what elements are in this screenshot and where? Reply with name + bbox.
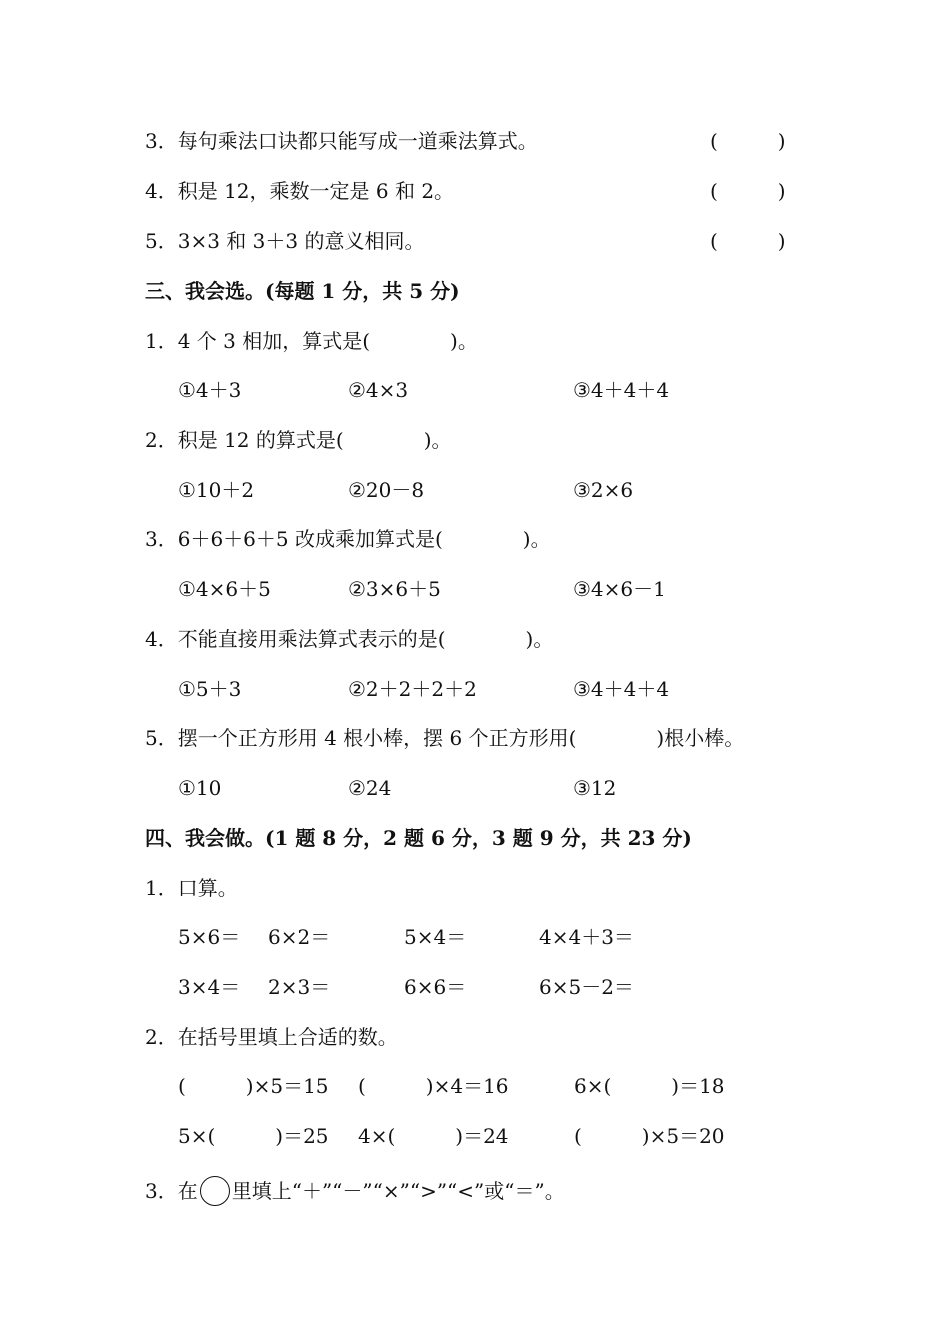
judge-item-5: 5．3×3 和 3＋3 的意义相同。 — [145, 229, 425, 253]
choice-option-4b[interactable]: ②2＋2＋2＋2 — [348, 677, 477, 701]
oral-calc-item[interactable]: 2×3＝ — [268, 975, 331, 999]
choice-option-5b[interactable]: ②24 — [348, 776, 392, 800]
choice-option-4c[interactable]: ③4＋4＋4 — [573, 677, 670, 701]
oral-calc-item[interactable]: 3×4＝ — [178, 975, 241, 999]
fill-blank-item[interactable]: 4×( )＝24 — [358, 1124, 509, 1148]
judge-answer-paren-4[interactable]: ( ) — [710, 179, 786, 203]
oral-calc-title: 1．口算。 — [145, 876, 238, 900]
choice-question-4: 4．不能直接用乘法算式表示的是( )。 — [145, 627, 554, 651]
oral-calc-item[interactable]: 5×6＝ — [178, 925, 241, 949]
choice-option-3b[interactable]: ②3×6＋5 — [348, 577, 441, 601]
choice-question-1: 1．4 个 3 相加，算式是( )。 — [145, 329, 478, 353]
choice-option-5c[interactable]: ③12 — [573, 776, 617, 800]
choice-question-2: 2．积是 12 的算式是( )。 — [145, 428, 452, 452]
fill-blank-item[interactable]: 5×( )＝25 — [178, 1124, 329, 1148]
compare-instruction: 3．在 里填上“＋”“－”“×”“>”“<”或“＝”。 — [145, 1177, 565, 1206]
choice-option-2c[interactable]: ③2×6 — [573, 478, 634, 502]
choice-option-4a[interactable]: ①5＋3 — [178, 677, 242, 701]
fill-blank-title: 2．在括号里填上合适的数。 — [145, 1025, 398, 1049]
choice-option-3a[interactable]: ①4×6＋5 — [178, 577, 271, 601]
choice-option-1b[interactable]: ②4×3 — [348, 378, 409, 402]
choice-option-3c[interactable]: ③4×6－1 — [573, 577, 666, 601]
choice-option-1c[interactable]: ③4＋4＋4 — [573, 378, 670, 402]
fill-blank-item[interactable]: ( )×4＝16 — [358, 1074, 509, 1098]
choice-option-5a[interactable]: ①10 — [178, 776, 222, 800]
choice-question-5: 5．摆一个正方形用 4 根小棒，摆 6 个正方形用( )根小棒。 — [145, 726, 745, 750]
fill-blank-item[interactable]: ( )×5＝20 — [574, 1124, 725, 1148]
judge-answer-paren-3[interactable]: ( ) — [710, 129, 786, 153]
choice-option-2b[interactable]: ②20－8 — [348, 478, 425, 502]
section-4-heading: 四、我会做。(1 题 8 分，2 题 6 分，3 题 9 分，共 23 分) — [145, 826, 692, 850]
oral-calc-item[interactable]: 6×6＝ — [404, 975, 467, 999]
choice-option-2a[interactable]: ①10＋2 — [178, 478, 255, 502]
oral-calc-item[interactable]: 4×4＋3＝ — [539, 925, 634, 949]
choice-option-1a[interactable]: ①4＋3 — [178, 378, 242, 402]
oral-calc-item[interactable]: 6×5－2＝ — [539, 975, 634, 999]
choice-question-3: 3．6＋6＋6＋5 改成乘加算式是( )。 — [145, 527, 551, 551]
fill-blank-item[interactable]: 6×( )＝18 — [574, 1074, 725, 1098]
judge-answer-paren-5[interactable]: ( ) — [710, 229, 786, 253]
oral-calc-item[interactable]: 6×2＝ — [268, 925, 331, 949]
section-3-heading: 三、我会选。(每题 1 分，共 5 分) — [145, 279, 460, 303]
judge-item-3: 3．每句乘法口诀都只能写成一道乘法算式。 — [145, 129, 538, 153]
judge-item-4: 4．积是 12，乘数一定是 6 和 2。 — [145, 179, 455, 203]
oral-calc-item[interactable]: 5×4＝ — [404, 925, 467, 949]
blank-circle-icon — [200, 1176, 230, 1206]
fill-blank-item[interactable]: ( )×5＝15 — [178, 1074, 329, 1098]
